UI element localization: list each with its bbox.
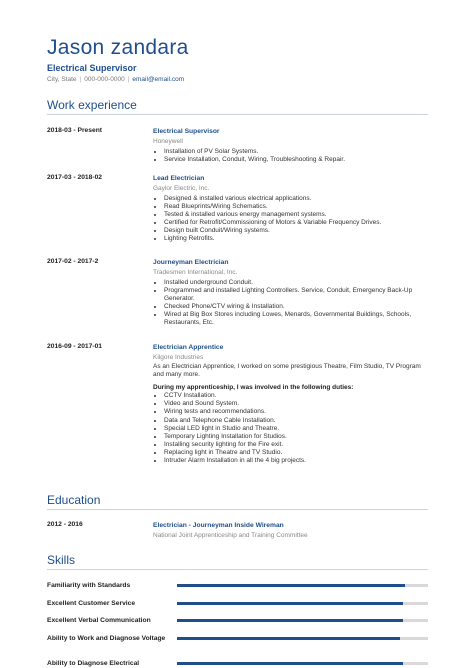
list-item: • Replacing light in Theatre and TV Studio.: [164, 449, 428, 457]
skill-bar-fill: [177, 584, 405, 587]
education-details: [153, 521, 428, 540]
work-details: [153, 343, 428, 465]
list-item: • Design built Conduit/Wiring systems.: [164, 227, 428, 235]
skill-label: Ability to Diagnose Electrical: [47, 660, 140, 667]
separator: |: [127, 76, 130, 83]
list-item: • Read Blueprints/Wiring Schematics.: [164, 203, 428, 211]
work-role: Electrical Supervisor: [153, 128, 220, 135]
skill-label: Excellent Verbal Communication: [47, 617, 151, 624]
list-item: • Temporary Lighting Installation for Studios.: [164, 433, 428, 441]
list-item: • Installing security lighting for the Fire exit.: [164, 441, 428, 449]
list-item: • Video and Sound System.: [164, 400, 428, 408]
email-link[interactable]: email@email.com: [132, 76, 185, 83]
job-title: Electrical Supervisor: [47, 63, 137, 73]
work-company: Honeywell: [153, 138, 183, 145]
list-item: • Designed & installed various electrical applications.: [164, 195, 428, 203]
skill-bar-fill: [177, 637, 400, 640]
work-details: [153, 258, 428, 328]
work-bullets: [153, 392, 428, 465]
list-item: • Lighting Retrofits.: [164, 235, 428, 243]
skill-bar: [177, 619, 428, 622]
list-item: • Wired at Big Box Stores including Lowes, Menards, Governmental Buildings, Schools, Restaurants, Etc.: [164, 311, 428, 327]
list-item: • Certified for Retrofit/Commissioning of Motors & Variable Frequency Drives.: [164, 219, 428, 227]
education-date: 2012 - 2016: [47, 521, 83, 528]
separator: |: [79, 76, 82, 83]
work-date: 2016-09 - 2017-01: [47, 343, 103, 350]
list-item: • Programmed and installed Lighting Controllers. Service, Conduit, Emergency Back-Up Generator.: [164, 287, 428, 303]
section-heading-skills: Skills: [47, 553, 76, 567]
duties-heading: During my apprenticeship, I was involved in the following duties:: [153, 383, 354, 391]
list-item: • Checked Phone/CTV wiring & Installation.: [164, 303, 428, 311]
list-item: • Special LED light in Studio and Theatre.: [164, 425, 428, 433]
work-role: Journeyman Electrician: [153, 259, 229, 266]
work-company: Gaylor Electric, Inc.: [153, 185, 210, 192]
skill-bar-fill: [177, 619, 403, 622]
work-details: [153, 127, 428, 164]
work-bullets: [153, 195, 428, 244]
skill-bar: [177, 602, 428, 605]
list-item: • Installation of PV Solar Systems.: [164, 148, 428, 156]
skill-label: Excellent Customer Service: [47, 600, 136, 607]
work-company: Tradesmen International, Inc.: [153, 269, 238, 276]
section-divider: [47, 569, 428, 570]
phone: 000-000-0000: [84, 76, 125, 83]
section-divider: [47, 114, 428, 115]
list-item: • Service Installation, Conduit, Wiring, Troubleshooting & Repair.: [164, 156, 428, 164]
location: City, State: [47, 76, 77, 83]
work-role: Lead Electrician: [153, 175, 205, 182]
work-role: Electrician Apprentice: [153, 344, 224, 351]
skill-bar: [177, 637, 428, 640]
list-item: • Data and Telephone Cable Installation.: [164, 417, 428, 425]
skill-bar: [177, 584, 428, 587]
work-date: 2018-03 - Present: [47, 127, 103, 134]
section-divider: [47, 509, 428, 510]
skill-bar-fill: [177, 602, 403, 605]
skill-label: Familiarity with Standards: [47, 582, 131, 589]
work-description: As an Electrician Apprentice, I worked on some prestigious Theatre, Film Studio, TV Program and many more.: [153, 363, 421, 379]
work-details: [153, 174, 428, 244]
list-item: • Wiring tests and recommendations.: [164, 408, 428, 416]
work-bullets: [153, 279, 428, 328]
skill-label: Ability to Work and Diagnose Voltage: [47, 635, 166, 642]
education-school: National Joint Apprenticeship and Training Committee: [153, 532, 308, 539]
list-item: • CCTV Installation.: [164, 392, 428, 400]
work-bullets: [153, 148, 428, 164]
contact-line: [47, 76, 184, 83]
list-item: • Intruder Alarm Installation in all the 4 big projects.: [164, 457, 428, 465]
section-heading-education: Education: [47, 493, 101, 507]
section-heading-work: Work experience: [47, 98, 137, 112]
work-date: 2017-02 - 2017-2: [47, 258, 99, 265]
list-item: • Tested & installed various energy management systems.: [164, 211, 428, 219]
work-company: Kilgore Industries: [153, 354, 204, 361]
list-item: • Installed underground Conduit.: [164, 279, 428, 287]
education-degree: Electrician - Journeyman Inside Wireman: [153, 522, 284, 529]
skill-bar: [177, 662, 428, 665]
work-date: 2017-03 - 2018-02: [47, 174, 103, 181]
candidate-name: Jason zandara: [47, 36, 189, 59]
skill-bar-fill: [177, 662, 403, 665]
